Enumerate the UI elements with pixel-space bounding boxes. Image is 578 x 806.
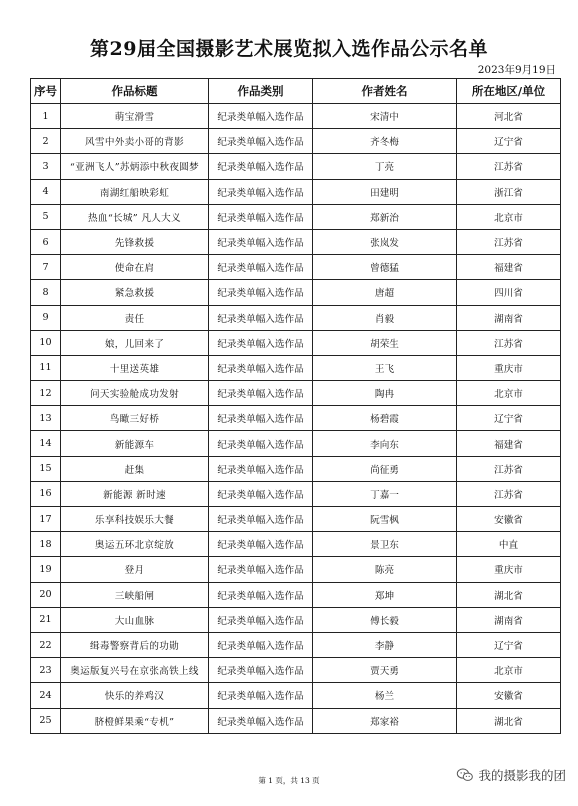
cell-region: 湖南省 (457, 607, 561, 632)
cell-index: 19 (31, 557, 61, 582)
cell-work-title: 鸟瞰三好桥 (61, 406, 209, 431)
cell-index: 6 (31, 229, 61, 254)
cell-work-title: 热血“长城” 凡人大义 (61, 204, 209, 229)
cell-author: 尚征勇 (313, 456, 457, 481)
cell-category: 纪录类单幅入选作品 (209, 632, 313, 657)
cell-category: 纪录类单幅入选作品 (209, 456, 313, 481)
publish-date: 2023年9月19日 (477, 64, 556, 76)
table-row (31, 456, 561, 481)
cell-author: 丁嘉一 (313, 481, 457, 506)
cell-work-title: 登月 (61, 557, 209, 582)
cell-region: 江苏省 (457, 229, 561, 254)
cell-category: 纪录类单幅入选作品 (209, 406, 313, 431)
cell-region: 辽宁省 (457, 406, 561, 431)
cell-author: 杨兰 (313, 683, 457, 708)
cell-author: 郑坤 (313, 582, 457, 607)
cell-author: 阮雪枫 (313, 507, 457, 532)
cell-category: 纪录类单幅入选作品 (209, 330, 313, 355)
cell-work-title: 萌宝滑雪 (61, 104, 209, 129)
cell-index: 12 (31, 381, 61, 406)
cell-work-title: 责任 (61, 305, 209, 330)
cell-author: 傅长毅 (313, 607, 457, 632)
cell-index: 18 (31, 532, 61, 557)
table-row (31, 104, 561, 129)
table-row (31, 204, 561, 229)
table-row (31, 557, 561, 582)
table-row (31, 708, 561, 733)
cell-category: 纪录类单幅入选作品 (209, 179, 313, 204)
cell-category: 纪录类单幅入选作品 (209, 607, 313, 632)
cell-work-title: 三峡船闸 (61, 582, 209, 607)
cell-category: 纪录类单幅入选作品 (209, 305, 313, 330)
cell-index: 1 (31, 104, 61, 129)
cell-region: 安徽省 (457, 683, 561, 708)
cell-work-title: 十里送英雄 (61, 355, 209, 380)
cell-region: 江苏省 (457, 481, 561, 506)
cell-region: 浙江省 (457, 179, 561, 204)
cell-index: 2 (31, 129, 61, 154)
cell-work-title: 大山血脉 (61, 607, 209, 632)
cell-work-title: 先锋救援 (61, 229, 209, 254)
cell-index: 13 (31, 406, 61, 431)
cell-index: 22 (31, 632, 61, 657)
cell-region: 北京市 (457, 204, 561, 229)
cell-region: 辽宁省 (457, 129, 561, 154)
table-row (31, 431, 561, 456)
cell-category: 纪录类单幅入选作品 (209, 204, 313, 229)
table-row (31, 582, 561, 607)
cell-category: 纪录类单幅入选作品 (209, 507, 313, 532)
cell-author: 郑新治 (313, 204, 457, 229)
cell-region: 重庆市 (457, 557, 561, 582)
cell-category: 纪录类单幅入选作品 (209, 381, 313, 406)
watermark-text: 我的摄影我的团 (478, 768, 566, 783)
cell-region: 中直 (457, 532, 561, 557)
cell-category: 纪录类单幅入选作品 (209, 255, 313, 280)
table-row (31, 507, 561, 532)
cell-index: 11 (31, 355, 61, 380)
table-row (31, 330, 561, 355)
cell-index: 23 (31, 658, 61, 683)
cell-work-title: 奥运五环北京绽放 (61, 532, 209, 557)
cell-author: 宋清中 (313, 104, 457, 129)
cell-category: 纪录类单幅入选作品 (209, 557, 313, 582)
cell-work-title: 乐享科技娱乐大餐 (61, 507, 209, 532)
table-header-row (31, 79, 561, 104)
header-author: 作者姓名 (313, 79, 457, 104)
table-row (31, 532, 561, 557)
table-row (31, 355, 561, 380)
cell-author: 杨碧霞 (313, 406, 457, 431)
cell-author: 陈亮 (313, 557, 457, 582)
cell-index: 9 (31, 305, 61, 330)
cell-work-title: 紧急救援 (61, 280, 209, 305)
table-row (31, 129, 561, 154)
cell-index: 20 (31, 582, 61, 607)
cell-index: 16 (31, 481, 61, 506)
wechat-icon (456, 768, 474, 782)
cell-index: 21 (31, 607, 61, 632)
cell-index: 8 (31, 280, 61, 305)
cell-category: 纪录类单幅入选作品 (209, 355, 313, 380)
table-row (31, 658, 561, 683)
cell-author: 李向东 (313, 431, 457, 456)
cell-index: 5 (31, 204, 61, 229)
cell-work-title: “亚洲飞人”苏炳添中秋夜圆梦 (61, 154, 209, 179)
cell-region: 江苏省 (457, 154, 561, 179)
cell-region: 湖南省 (457, 305, 561, 330)
cell-index: 7 (31, 255, 61, 280)
cell-work-title: 问天实验舱成功发射 (61, 381, 209, 406)
table-row (31, 229, 561, 254)
table-row (31, 255, 561, 280)
cell-category: 纪录类单幅入选作品 (209, 280, 313, 305)
table-row (31, 179, 561, 204)
table-row (31, 481, 561, 506)
cell-index: 17 (31, 507, 61, 532)
cell-region: 江苏省 (457, 330, 561, 355)
document-title: 第29届全国摄影艺术展览拟入选作品公示名单 (90, 38, 488, 60)
cell-author: 唐超 (313, 280, 457, 305)
nominee-table (30, 78, 561, 734)
table-row (31, 154, 561, 179)
cell-index: 4 (31, 179, 61, 204)
cell-region: 北京市 (457, 658, 561, 683)
table-row (31, 683, 561, 708)
cell-index: 14 (31, 431, 61, 456)
cell-work-title: 使命在肩 (61, 255, 209, 280)
cell-work-title: 缉毒警察背后的功勋 (61, 632, 209, 657)
cell-work-title: 新能源车 (61, 431, 209, 456)
cell-work-title: 娘，儿回来了 (61, 330, 209, 355)
cell-region: 重庆市 (457, 355, 561, 380)
table-row (31, 406, 561, 431)
cell-author: 曾德猛 (313, 255, 457, 280)
cell-region: 安徽省 (457, 507, 561, 532)
cell-index: 24 (31, 683, 61, 708)
cell-work-title: 风雪中外卖小哥的背影 (61, 129, 209, 154)
cell-region: 湖北省 (457, 708, 561, 733)
header-index: 序号 (31, 79, 61, 104)
cell-region: 福建省 (457, 255, 561, 280)
cell-author: 齐冬梅 (313, 129, 457, 154)
header-region: 所在地区/单位 (457, 79, 561, 104)
cell-category: 纪录类单幅入选作品 (209, 229, 313, 254)
cell-category: 纪录类单幅入选作品 (209, 532, 313, 557)
cell-author: 陶冉 (313, 381, 457, 406)
cell-work-title: 奥运版复兴号在京张高铁上线 (61, 658, 209, 683)
cell-work-title: 新能源 新时速 (61, 481, 209, 506)
cell-region: 湖北省 (457, 582, 561, 607)
header-category: 作品类别 (209, 79, 313, 104)
cell-author: 景卫东 (313, 532, 457, 557)
cell-category: 纪录类单幅入选作品 (209, 481, 313, 506)
cell-region: 福建省 (457, 431, 561, 456)
cell-category: 纪录类单幅入选作品 (209, 683, 313, 708)
table-row (31, 632, 561, 657)
cell-author: 贾天勇 (313, 658, 457, 683)
cell-category: 纪录类单幅入选作品 (209, 431, 313, 456)
table-row (31, 280, 561, 305)
table-row (31, 381, 561, 406)
page-footer: 第 1 页，共 13 页 (258, 776, 320, 785)
cell-region: 四川省 (457, 280, 561, 305)
cell-index: 15 (31, 456, 61, 481)
cell-author: 丁亮 (313, 154, 457, 179)
cell-index: 25 (31, 708, 61, 733)
cell-category: 纪录类单幅入选作品 (209, 582, 313, 607)
cell-author: 王飞 (313, 355, 457, 380)
cell-author: 胡荣生 (313, 330, 457, 355)
cell-author: 郑家裕 (313, 708, 457, 733)
watermark (456, 766, 566, 784)
cell-work-title: 脐橙鲜果乘“专机” (61, 708, 209, 733)
cell-category: 纪录类单幅入选作品 (209, 129, 313, 154)
cell-index: 3 (31, 154, 61, 179)
cell-region: 河北省 (457, 104, 561, 129)
cell-region: 江苏省 (457, 456, 561, 481)
table-row (31, 607, 561, 632)
cell-author: 田建明 (313, 179, 457, 204)
table-row (31, 305, 561, 330)
cell-work-title: 快乐的养鸡汉 (61, 683, 209, 708)
cell-author: 李静 (313, 632, 457, 657)
cell-author: 肖毅 (313, 305, 457, 330)
cell-author: 张岚发 (313, 229, 457, 254)
table-body (31, 104, 561, 734)
cell-index: 10 (31, 330, 61, 355)
cell-region: 辽宁省 (457, 632, 561, 657)
cell-category: 纪录类单幅入选作品 (209, 104, 313, 129)
cell-category: 纪录类单幅入选作品 (209, 154, 313, 179)
cell-work-title: 南湖红船映彩虹 (61, 179, 209, 204)
cell-region: 北京市 (457, 381, 561, 406)
header-work-title: 作品标题 (61, 79, 209, 104)
cell-category: 纪录类单幅入选作品 (209, 658, 313, 683)
cell-work-title: 赶集 (61, 456, 209, 481)
cell-category: 纪录类单幅入选作品 (209, 708, 313, 733)
